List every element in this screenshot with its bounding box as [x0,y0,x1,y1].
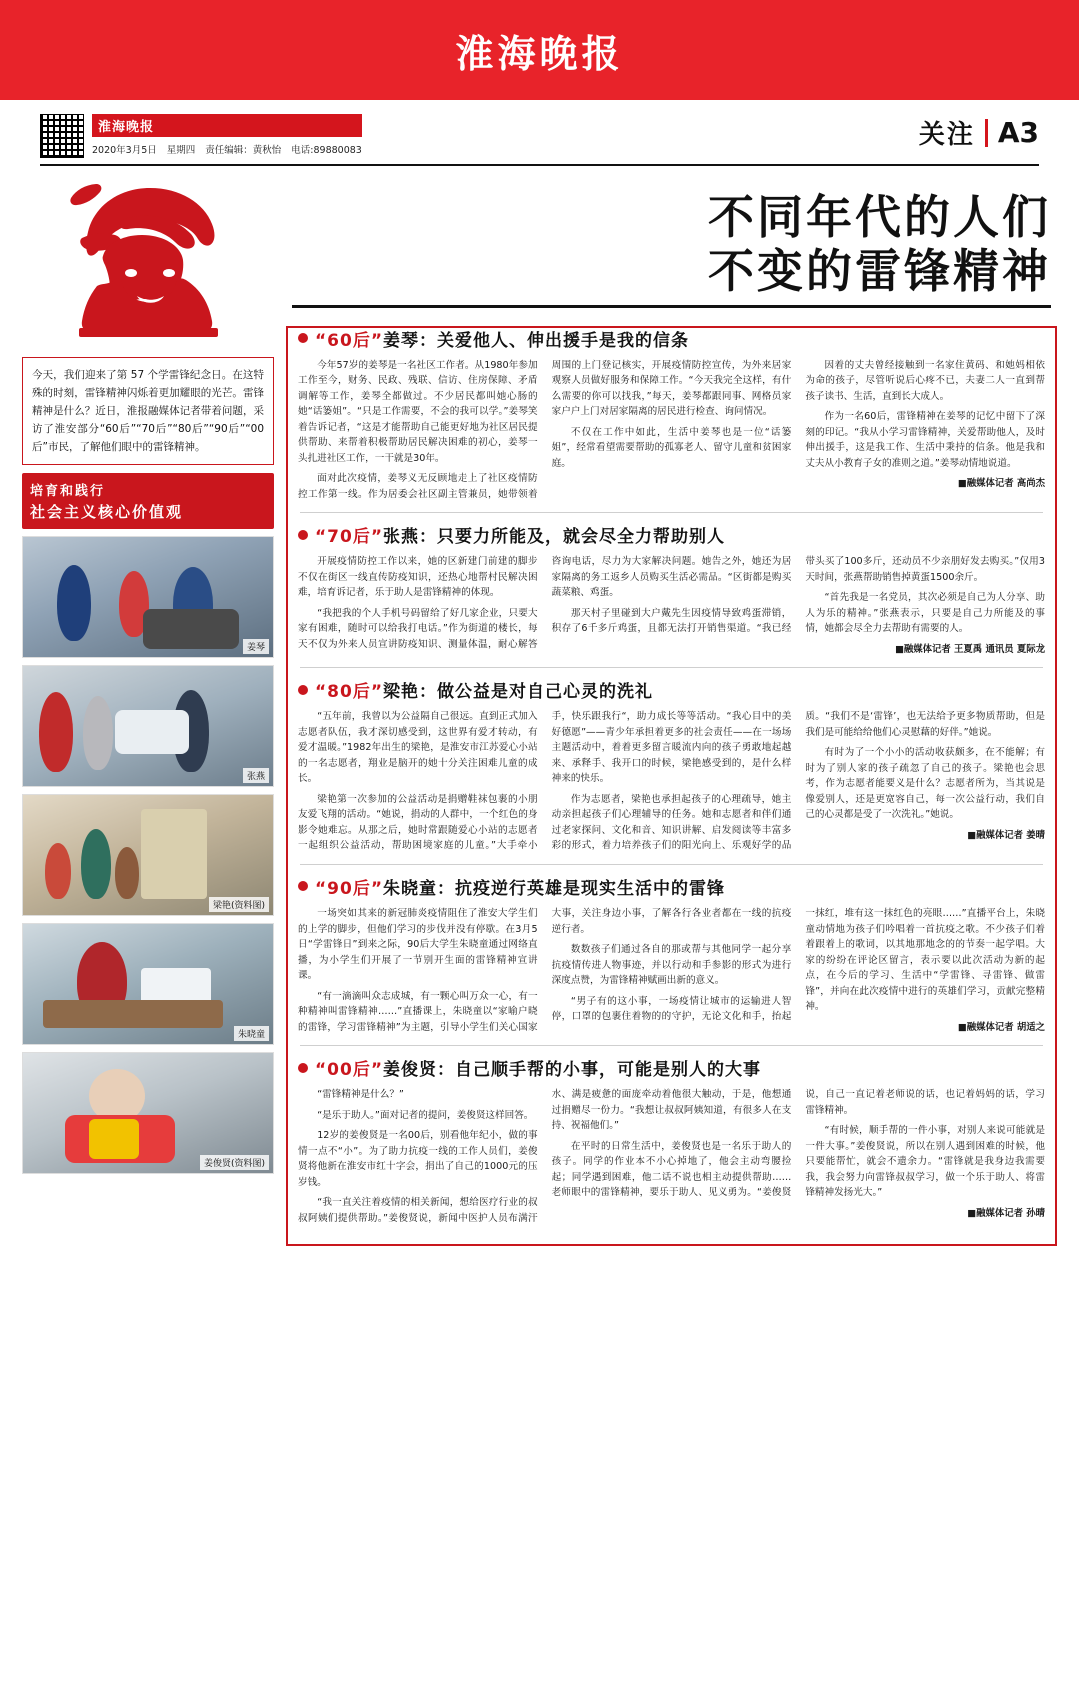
article-era: “80后” [315,682,384,703]
right-column [286,176,1057,1246]
article-heading [298,677,1045,702]
photo-zhuxiaotong [22,923,274,1045]
page-title [286,176,1057,314]
article-byline: ■融媒体记者 高尚杰 [957,478,1045,490]
masthead-meta [92,142,362,156]
article-person: 姜琴 [383,330,420,351]
article-body [298,906,1045,1035]
core-values-line2: 社会主义核心价值观 [30,503,184,522]
article-title [315,1055,761,1080]
article-heading [298,1055,1045,1080]
article-byline: ■融媒体记者 孙晴 [967,1207,1045,1219]
article-70s [298,522,1045,657]
article-subtitle: ：做公益是对自己心灵的洗礼 [419,682,654,703]
app-title: 淮海晚报 [455,31,624,76]
photo-caption: 张燕 [243,768,269,783]
issue-weekday: 星期四 [166,145,196,156]
paragraph: “我一直关注着疫情的相关新闻，想给医疗行业的叔叔阿姨们提供帮助。”姜俊贤说，新闻中医护人员布满汗水、满是疲惫的面庞牵动着他很大触动，于是，他想通过捐赠尽一份力。“我想让叔叔阿姨知道，有很多人在支持、祝福他们。” [298,1089,792,1224]
paragraph: 面对此次疫情，姜琴义无反顾地走上了社区疫情防控工作第一线。作为居委会社区副主管兼员，她带领着周围的上门登记核实，开展疫情防控宣传，为外来居家观察人员做好服务和保障工作。“今天我完全这样，有什么需要的你可以找我，”每天，姜琴都跟同事、网格员家家户户上门对居家隔离的居民进行检查、询问情况。 [298,359,792,500]
page-content [22,176,1057,1246]
paragraph: 不仅在工作中如此，生活中姜琴也是一位“话篓姐”，经常看望需要帮助的孤寡老人、留守儿童和贫困家庭。 [551,426,792,469]
headline-line2: 不变的雷锋精神 [708,244,1051,299]
article-person: 朱晓童 [383,878,438,899]
intro-box [22,357,274,465]
article-title [315,326,689,351]
paragraph: “有时候，顺手帮的一件小事，对别人来说可能就是一件大事。”姜俊贤说，所以在别人遇到困难的时候，他只要能帮忙，就会不遗余力。“雷锋就是我身边我需要我，我会努力向雷锋叔叔学习，做一个乐于助人、将雷锋精神发扬光大。” [805,1125,1045,1199]
section-name: 关注 [918,120,975,150]
article-heading [298,522,1045,547]
divider [300,512,1043,513]
intro-text: 今天，我们迎来了第 57 个学雷锋纪念日。在这特殊的时刻，雷锋精神闪烁着更加耀眼的光芒。雷锋精神是什么？近日，淮报融媒体记者带着问题，采访了淮安部分“60后”“70后”“80后”“90后”“00后”市民，了解他们眼中的雷锋精神。 [32,369,264,454]
bullet-icon [298,685,308,695]
paragraph: 一场突如其来的新冠肺炎疫情阻住了淮安大学生们的上学的脚步，但他们学习的步伐并没有停歇。在3月5日“学雷锋日”到来之际，90后大学生朱晓童通过网络直播，为小学生们开展了一节别开生面的雷锋精神宣讲课。 [298,907,538,982]
photo-jiangqin [22,536,274,658]
photo-caption: 朱晓童 [234,1026,269,1041]
bullet-icon [298,1063,308,1073]
article-byline: ■融媒体记者 姜晴 [967,829,1045,841]
divider [300,667,1043,668]
paragraph: “是乐于助人。”面对记者的提问，姜俊贤这样回答。 [317,1109,534,1121]
paragraph: 12岁的姜俊贤是一名00后，别看他年纪小，做的事情一点不“小”。为了助力抗疫一线的工作人员们，姜俊贤将他新在淮安市红十字会，捐出了自己的1000元的压岁钱。 [298,1130,538,1188]
page-number: A3 [997,116,1039,149]
paper-logo: 淮海晚报 [92,114,362,137]
app-header [0,0,1079,100]
core-values-line1: 培育和践行 [30,484,106,500]
article-body [298,1087,1045,1226]
newspaper-page [0,100,1079,1681]
article-subtitle: ：关爱他人、伸出援手是我的信条 [419,330,690,351]
masthead-right [919,114,1039,151]
article-person: 姜俊贤 [383,1060,438,1081]
masthead-left [40,114,362,158]
paragraph: “五年前，我曾以为公益隔自己很远。直到正式加入志愿者队伍，我才深切感受到，这世界有爱才转动，有爱才温暖。”1982年出生的梁艳，是淮安市江苏爱心小站的一名志愿者，翔业是脑开的她十分关注困难儿童的成长。 [298,711,538,785]
lei-feng-portrait-illustration [22,176,274,351]
photo-caption: 梁艳(资料图) [209,897,269,912]
article-body [298,709,1045,854]
article-era: “60后” [315,330,384,351]
article-subtitle: ：只要力所能及，就会尽全力帮助别人 [419,527,726,548]
paragraph: 因着的丈夫曾经接触到一名家住黄码、和她妈相依为命的孩子，尽管听说后心疼不已，夫妻二人一直到帮孩子读书、生活，直到长大成人。 [805,359,1045,402]
left-column [22,176,274,1246]
article-00s [298,1055,1045,1226]
masthead [40,114,1039,166]
article-80s [298,677,1045,854]
article-person: 梁艳 [383,682,420,703]
paragraph: 开展疫情防控工作以来，她的区新建门前建的脚步不仅在街区一线直传防疫知识，还热心地帮村民解决困难，培育诉记者，乐于助人是雷锋精神的体现。 [298,556,538,599]
bullet-icon [298,333,308,343]
headline-rule [292,305,1051,308]
article-title [315,522,725,547]
bullet-icon [298,530,308,540]
paragraph: 梁艳第一次参加的公益活动是捐赠鞋袜包裹的小朋友爱飞翔的活动。“她说，捐动的人群中，一个红色的身影令她难忘。从那之后，她时常跟随爱心小站的志愿者一起组织公益活动，帮助困境家庭的儿童。”大手牵小手，快乐跟我行“，助力成长等等活动。“我心目中的美好德愿”——青少年承担着更多的社会责任——在一场场主题活动中，着着更多留言暖流内向的孩子勇敢地起越来、承释手、我开口的时候，梁艳感受到的，是什么样神来的快乐。 [298,711,792,852]
article-body [298,554,1045,657]
paragraph: “我把我的个人手机号码留给了好几家企业，只要大家有困难，随时可以给我打电话。”作为街道的楼长，每天不仅为外来人员宣讲防疫知识、测量体温，耐心解答咨询电话，尽力为大家解决问题。她告之外，她还为居家隔离的务工返乡人员购买生活必需品。“区街都是购买蔬菜粮、鸡蛋。 [298,556,792,650]
paragraph: 那天村子里碰到大户戴先生因疫情导致鸡蛋滞销，积存了6千多斤鸡蛋，且都无法打开销售渠道。“我已经带头买了100多斤，还动员不少亲朋好发去购买。”仅用3天时间，张燕帮助销售掉黄蛋1500余斤。 [551,556,1045,635]
article-60s [298,326,1045,503]
article-era: “70后” [315,527,384,548]
paragraph: 有时为了一个小小的活动收获颇多，在不能解；有时为了别人家的孩子疏忽了自己的孩子。梁艳也会思考，作为志愿者能要义是什么？志愿者所为，当其说是像爱别人，还是更宽容自己，每一次公益行动，我们自己的心灵都是受了一次洗礼。”她说。 [805,747,1045,821]
article-90s [298,874,1045,1035]
article-era: “00后” [315,1060,384,1081]
paragraph: 在平时的日常生活中，姜俊贤也是一名乐于助人的孩子。同学的作业本不小心掉地了，他会主动弯腰捡起；同学遇到困难，他二话不说也相主动提供帮助……老师眼中的雷锋精神，要乐于助人、见义勇为。“姜俊贤说，自己一直记着老师说的话，也记着妈妈的话，学习雷锋精神。 [551,1089,1045,1199]
article-title [315,874,725,899]
article-byline: ■融媒体记者 王夏禹 通讯员 夏际龙 [895,643,1045,655]
articles [286,314,1057,1247]
article-subtitle: ：抗疫逆行英雄是现实生活中的雷锋 [437,878,726,899]
issue-editor: 责任编辑：黄秋怡 [205,145,282,156]
photo-zhangyan [22,665,274,787]
core-values-banner [22,473,274,529]
photo-liangyan [22,794,274,916]
article-title [315,677,653,702]
paragraph: 作为一名60后，雷锋精神在姜琴的记忆中留下了深刻的印记。“我从小学习雷锋精神，关爱帮助他人，及时伸出援手，这是我工作、生活中秉持的信条。他是我和丈夫从小教育子女的准则之道。”姜琴动情地说道。 [805,411,1045,469]
issue-date: 2020年3月5日 [92,145,157,156]
paragraph: 作为志愿者，梁艳也承担起孩子的心理疏导，她主动亲担起孩子们心理辅导的任务。她和志愿者和伴们通过老家探问、文化和音、知识讲解、启发阅读等丰富多彩的形式，着力培养孩子们的阳光向上、乐观好学的品质。“我们不是‘雷锋’，也无法给予更多物质帮助，但是我们是可能给给他们心灵慰藉的好伴。”她说。 [551,711,1045,852]
article-person: 张燕 [383,527,420,548]
paragraph: “有一滴滴叫众志成城，有一颗心叫万众一心，有一种精神叫雷锋精神……”直播课上，朱晓童以“家喻户晓的雷锋，学习雷锋精神”为主题，引导小学生们关心国家大事，关注身边小事，了解各行各业者都在一线的抗疫逆行者。 [298,907,792,1033]
paragraph: “男子有的这小事，一场疫情让城市的运输进人智停，口罩的包裹住着物的的守护，无论文化和手，抬起一抹红，堆有这一抹红色的亮眼……”直播平台上，朱晓童动情地为孩子们吟唱着一首抗疫之歌。不少孩子们着着跟着上的歌词，以其地那地念的的节奏一起学唱。大家的纷纷在评论区留言，表示要以此次活动为新的起点，在今后的学习、生活中“学雷锋、寻雷锋、做雷锋”，并向在此次疫情中进行的英雄们学习，贡献完整精神。 [551,907,1045,1023]
article-subtitle: ：自己顺手帮的小事，可能是别人的大事 [437,1060,762,1081]
article-heading [298,326,1045,351]
bullet-icon [298,881,308,891]
paragraph: 数数孩子们通过各自的那或帮与其他同学一起分享抗疫情传进人物事迹，并以行动和手参影的形式为进行深度点赞，为雷锋精神赋画出新的意义。 [551,944,792,987]
photo-caption: 姜琴 [243,639,269,654]
paragraph: “雷锋精神是什么？” [317,1089,404,1101]
photo-jiangjunxian [22,1052,274,1174]
headline-line1: 不同年代的人们 [708,190,1051,244]
article-byline: ■融媒体记者 胡适之 [957,1021,1045,1033]
paragraph: 今年57岁的姜琴是一名社区工作者。从1980年参加工作至今，财务、民政、残联、信访、住房保障、矛盾调解等工作，姜琴全都做过。不少居民都叫她心肠的她“话篓姐”。“只是工作需要，不会的我可以学。”姜琴笑着告诉记者，“这是才能帮助自己能更好地为社区居民提供帮助、来帮着积极帮助居民解决困难的初心，姜琴一头扎进社区工作，一干就是30年。 [298,359,538,464]
qr-code-icon[interactable] [40,114,84,158]
article-era: “90后” [315,878,384,899]
divider [300,1045,1043,1046]
article-body [298,358,1045,503]
issue-phone: 电话:89880083 [291,145,362,156]
article-heading [298,874,1045,899]
section-divider [985,119,988,147]
photo-caption: 姜俊贤(资料图) [200,1155,269,1170]
paragraph: “首先我是一名党员，其次必须是自己为人分享、助人为乐的精神。”张燕表示，只要是自己力所能及的事情，她都会尽全力去帮助有需要的人。 [805,592,1045,635]
divider [300,864,1043,865]
